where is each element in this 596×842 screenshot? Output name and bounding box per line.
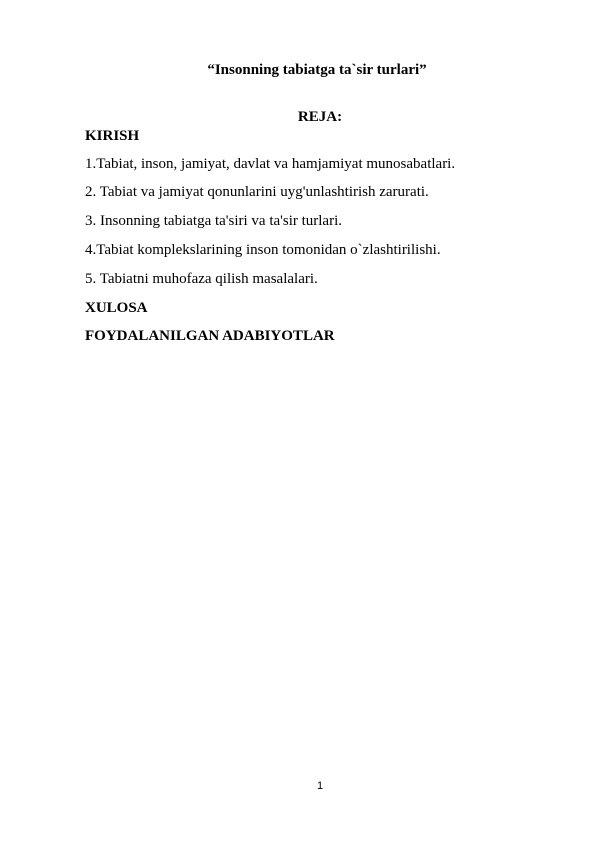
page-number: 1 — [316, 780, 324, 792]
plan-item-2: 2. Tabiat va jamiyat qonunlarini uyg'unlashtirish zarurati. — [85, 184, 429, 200]
plan-item-3: 3. Insonning tabiatga ta'siri va ta'sir turlari. — [85, 213, 343, 229]
plan-item-4: 4.Tabiat komplekslarining inson tomonidan o`zlashtirilishi. — [85, 242, 441, 258]
section-references: FOYDALANILGAN ADABIYOTLAR — [85, 328, 335, 344]
section-conclusion: XULOSA — [85, 300, 148, 316]
document-title: “Insonning tabiatga ta`sir turlari” — [207, 62, 427, 78]
plan-heading: REJA: — [297, 109, 343, 125]
plan-item-1: 1.Tabiat, inson, jamiyat, davlat va hamjamiyat munosabatlari. — [85, 156, 456, 172]
plan-item-5: 5. Tabiatni muhofaza qilish masalalari. — [85, 271, 318, 287]
section-intro: KIRISH — [85, 128, 140, 144]
